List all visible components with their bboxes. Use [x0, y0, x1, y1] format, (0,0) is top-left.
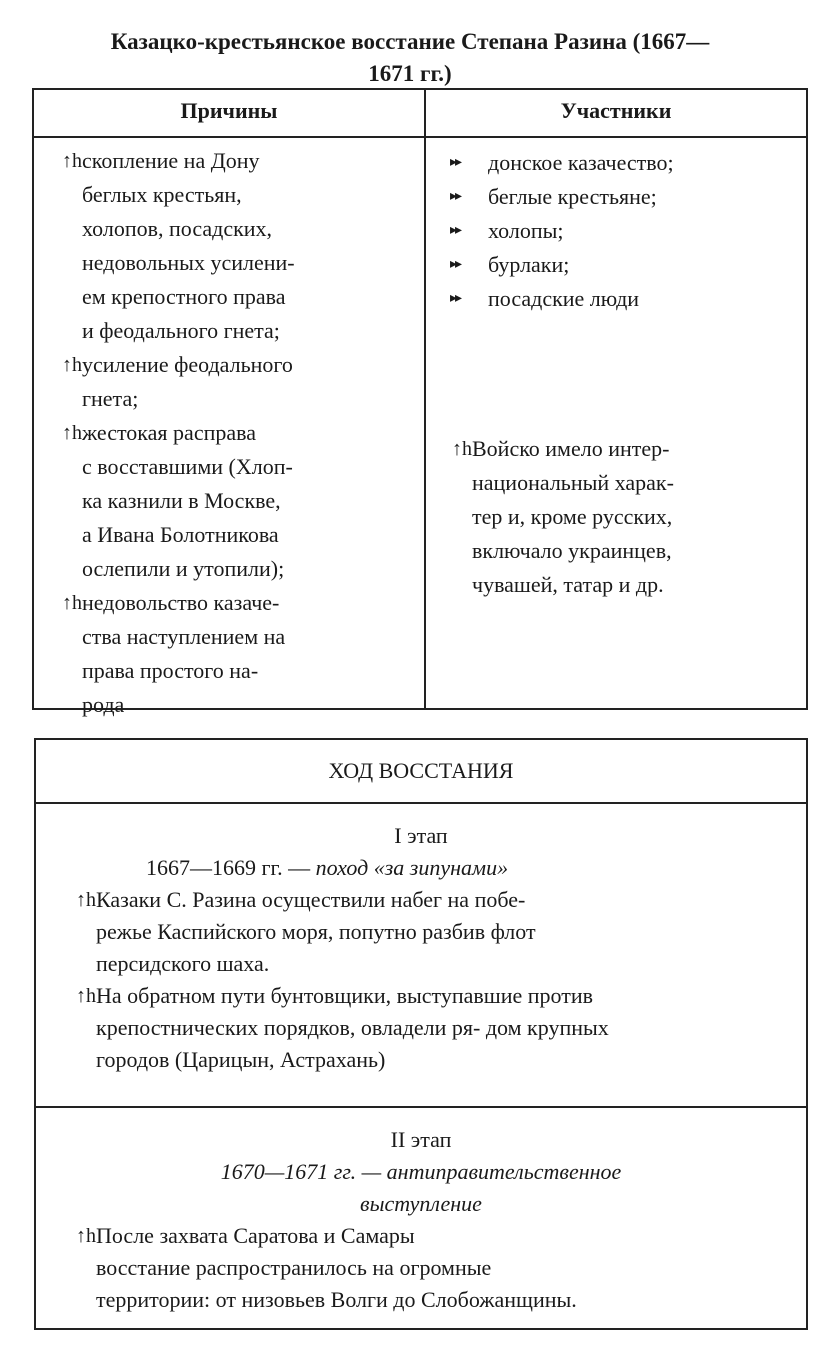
uprising-course-table [34, 738, 808, 1330]
bullet-marker-icon: ↑h [62, 422, 82, 444]
participant-text: донское казачество; [488, 150, 674, 175]
cause-item [62, 348, 402, 416]
participant-item [450, 146, 790, 180]
stage-1-name: I этап [394, 823, 448, 848]
stage-1-subtitle [36, 852, 806, 884]
participant-item [450, 180, 790, 214]
stage-1-description: поход «за зипунами» [315, 855, 509, 880]
double-arrow-icon: ▸▸ [450, 155, 461, 170]
double-arrow-icon: ▸▸ [450, 291, 461, 306]
participant-text: бурлаки; [488, 252, 570, 277]
bullet-marker-icon: ↑h [62, 150, 82, 172]
stage-item-text: На обратном пути бунтовщики, выступавшие против крепостнических порядков, овладели ря- дом крупных городов (Царицын, Астрахань) [96, 983, 609, 1072]
stage-item [76, 1220, 786, 1316]
stage-1 [36, 820, 806, 1076]
bullet-marker-icon: ↑h [76, 985, 96, 1007]
participant-text: беглые крестьяне; [488, 184, 657, 209]
participant-item [450, 282, 790, 316]
participant-item [450, 248, 790, 282]
participants-header: Участники [560, 98, 672, 123]
stage-1-years: 1667—1669 гг. — [146, 855, 311, 880]
stage-item [76, 980, 786, 1076]
causes-participants-table [32, 88, 808, 717]
stage-divider [36, 1106, 806, 1108]
stage-2-subtitle-line-2: выступление [360, 1191, 482, 1216]
course-header-row [36, 740, 806, 804]
causes-header: Причины [180, 98, 278, 123]
participants-note [452, 432, 792, 602]
stage-item [76, 884, 786, 980]
double-arrow-icon: ▸▸ [450, 223, 461, 238]
cause-item [62, 586, 402, 722]
stage-1-items [36, 884, 806, 1076]
bullet-marker-icon: ↑h [62, 354, 82, 376]
document-title [40, 26, 780, 90]
cause-text: недовольство казаче- ства наступлением на права простого на- рода [82, 590, 286, 717]
stage-2-subtitle-line-1: 1670—1671 гг. — антиправительственное [220, 1159, 622, 1184]
cause-item [62, 144, 402, 348]
bullet-marker-icon: ↑h [76, 1225, 96, 1247]
title-line-1: Казацко-крестьянское восстание Степана Разина (1667— [110, 29, 710, 54]
stage-2-items [36, 1220, 806, 1316]
double-arrow-icon: ▸▸ [450, 189, 461, 204]
cause-text: скопление на Дону беглых крестьян, холопов, посадских, недовольных усилени- ем крепостного права и феодального гнета; [82, 148, 295, 343]
causes-list [62, 144, 402, 722]
stage-item-text: Казаки С. Разина осуществили набег на побе- режье Каспийского моря, попутно разбив флот персидского шаха. [96, 887, 536, 976]
bullet-marker-icon: ↑h [76, 889, 96, 911]
stage-item-text: После захвата Саратова и Самары восстание распространилось на огромные территории: от низовьев Волги до Слобожанщины. [96, 1223, 577, 1312]
course-header: ХОД ВОССТАНИЯ [328, 758, 514, 783]
participant-text: посадские люди [488, 286, 640, 311]
participant-text: холопы; [488, 218, 564, 243]
double-arrow-icon: ▸▸ [450, 257, 461, 272]
cause-text: усиление феодального гнета; [82, 352, 293, 411]
participant-item [450, 214, 790, 248]
column-divider [424, 90, 426, 708]
participants-list [450, 146, 790, 316]
stage-2-name: II этап [390, 1127, 452, 1152]
cause-item [62, 416, 402, 586]
participants-note-text: Войско имело интер- национальный харак- тер и, кроме русских, включало украинцев, чувашей, татар и др. [472, 436, 674, 597]
title-line-2: 1671 гг.) [368, 61, 452, 86]
bullet-marker-icon: ↑h [62, 592, 82, 614]
bullet-marker-icon: ↑h [452, 438, 472, 460]
stage-2 [36, 1124, 806, 1316]
cause-text: жестокая расправа с восставшими (Хлоп- ка казнили в Москве, а Ивана Болотникова ослепили и утопили); [82, 420, 293, 581]
